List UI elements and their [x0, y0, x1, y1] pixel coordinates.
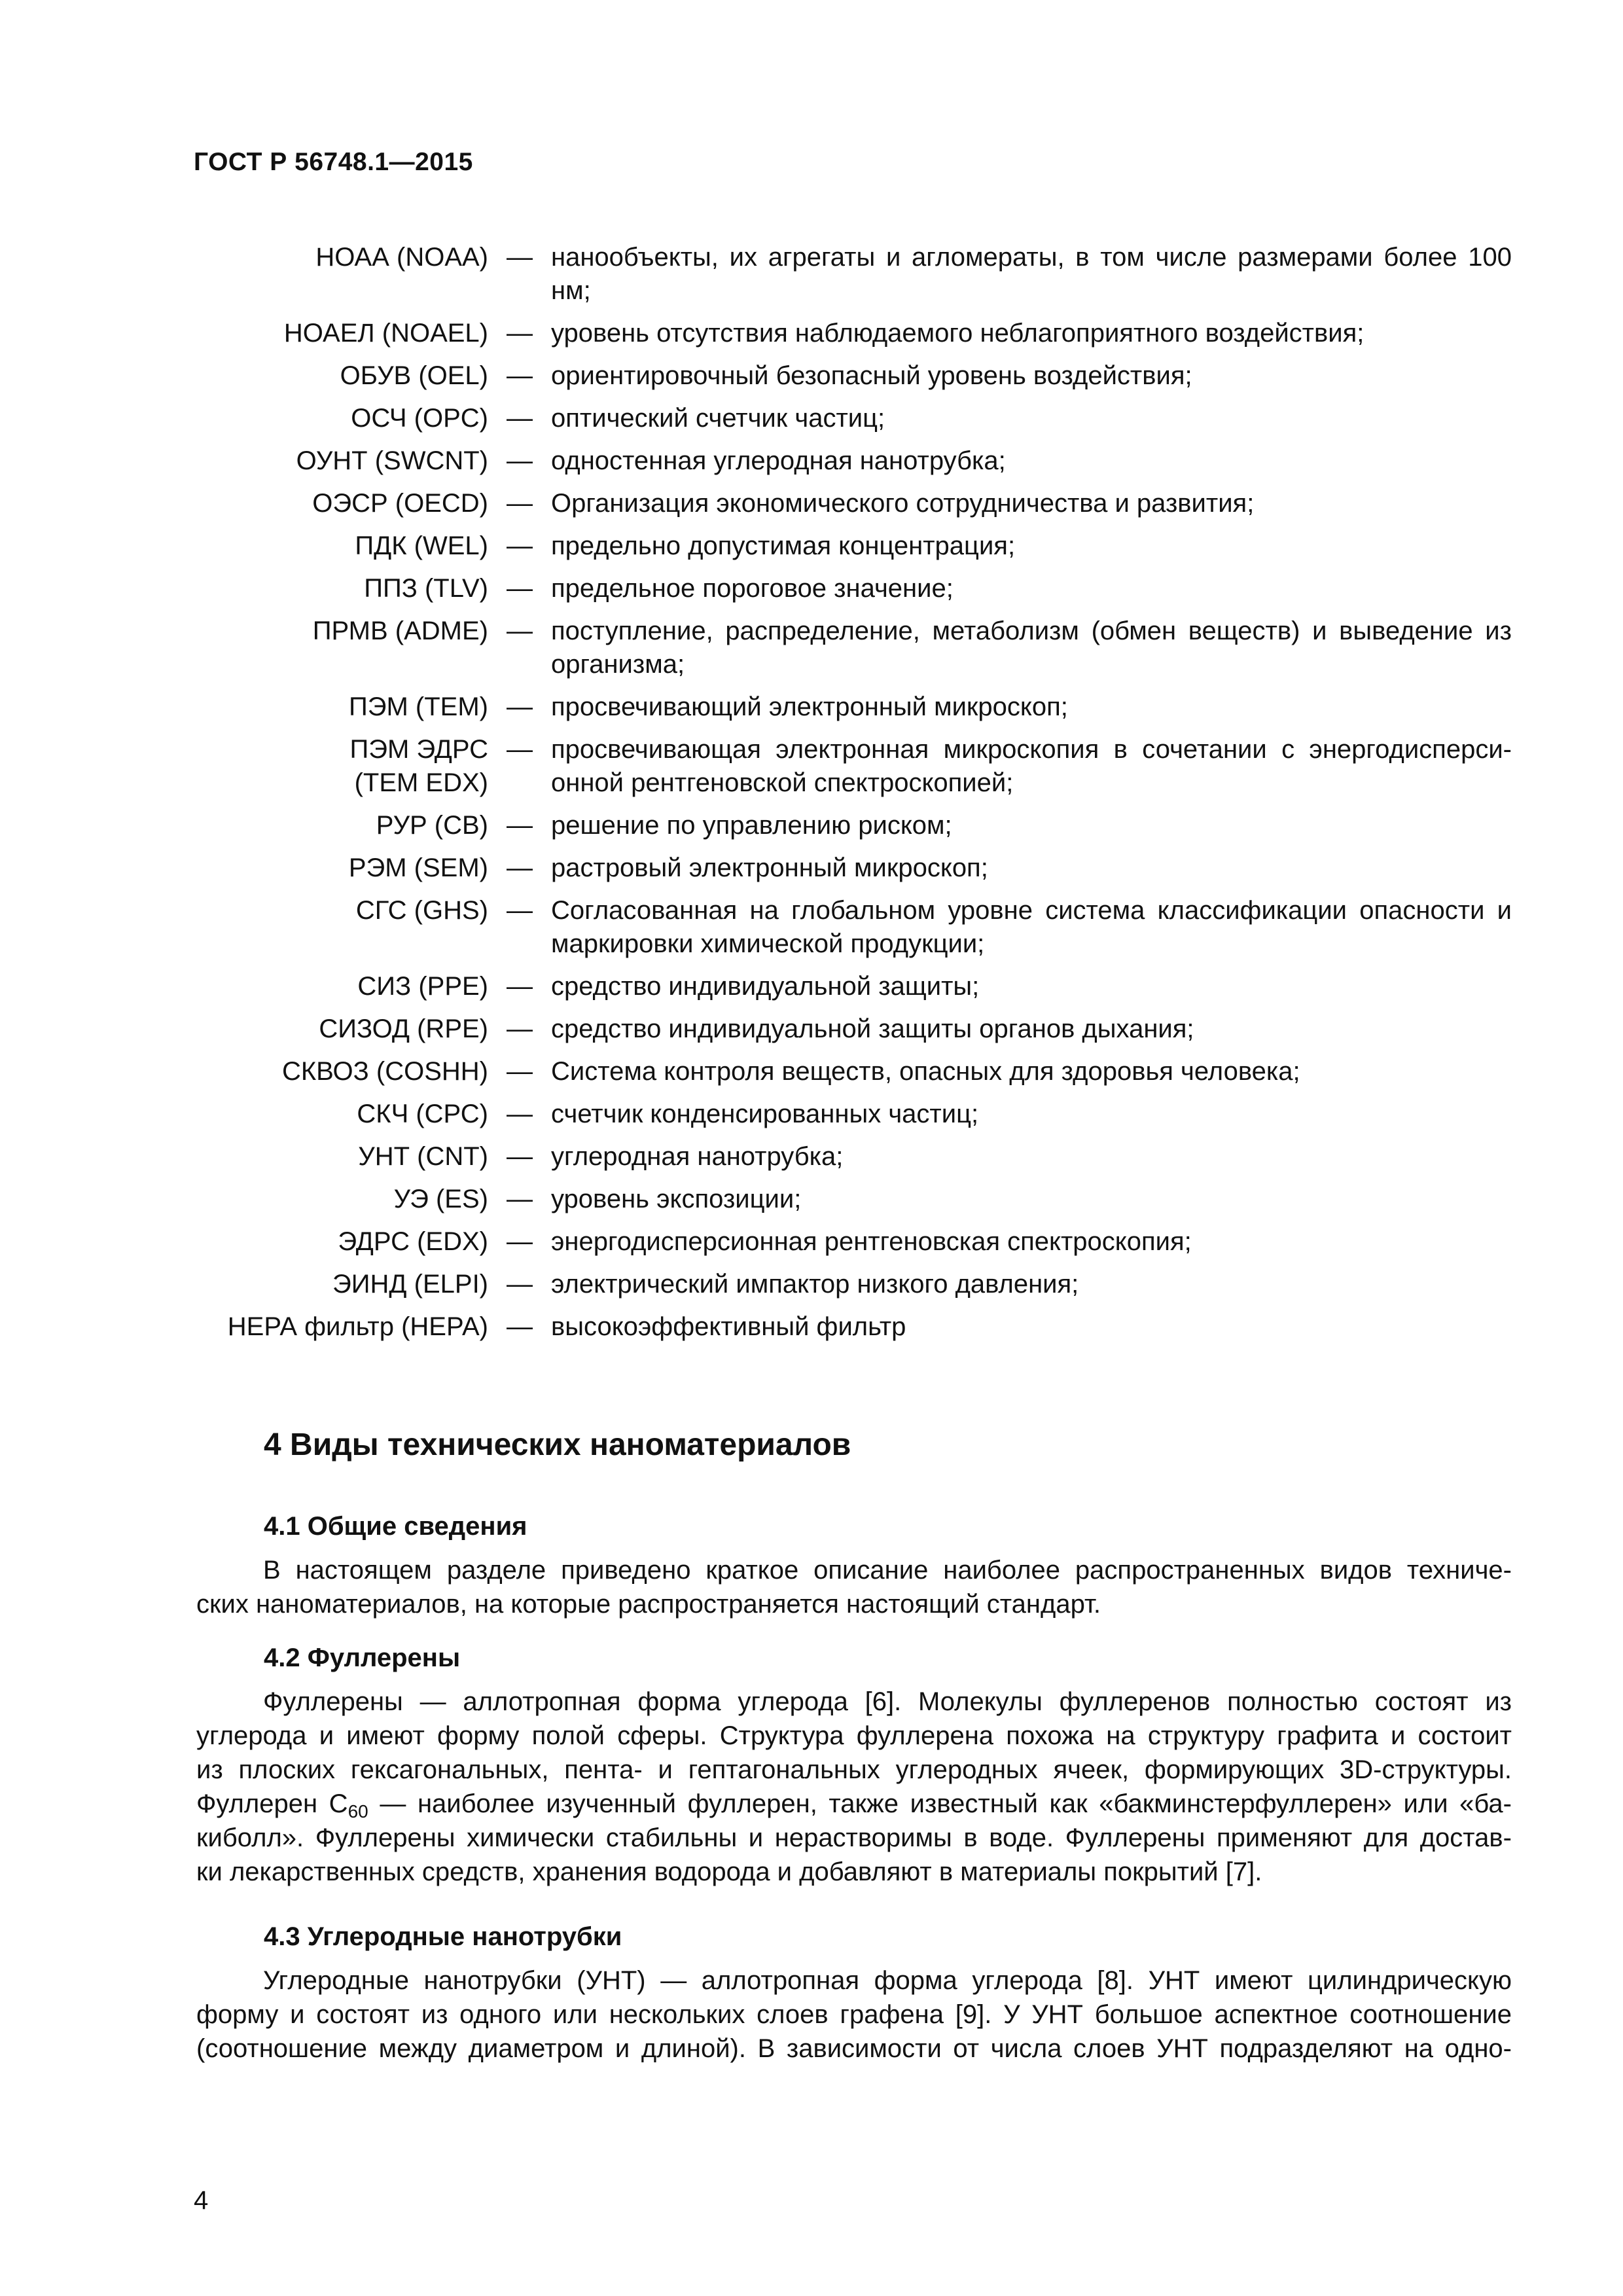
abbreviation-term: СГС (GHS) [355, 896, 488, 925]
abbreviation-dash: — [507, 243, 533, 272]
abbreviation-dash: — [507, 404, 533, 433]
c60-subscript: 60 [348, 1801, 368, 1821]
abbreviation-definition: просвечивающий электронный микроскоп; [551, 692, 1068, 721]
abbreviation-dash: — [507, 361, 533, 390]
paragraph-4-1 [196, 1553, 1512, 1621]
abbreviation-definition: уровень отсутствия наблюдаемого неблагоприятного воздействия; [551, 319, 1364, 348]
abbreviation-definition: средство индивидуальной защиты органов дыхания; [551, 1014, 1194, 1043]
abbreviation-dash: — [507, 1014, 533, 1043]
abbreviation-dash: — [507, 489, 533, 518]
abbreviation-term: ОУНТ (SWCNT) [296, 446, 488, 475]
abbreviation-row [196, 852, 1512, 885]
abbreviation-dash: — [507, 735, 533, 764]
subsection-heading-4-3: 4.3 Углеродные нанотрубки [264, 1922, 622, 1951]
paragraph-line: киболл». Фуллерены химически стабильны и нерастворимы в воде. Фуллерены применяют для достав- [196, 1823, 1512, 1852]
abbreviation-definition: поступление, распределение, метаболизм (обмен веществ) и выведение из организма; [551, 617, 1512, 679]
abbreviation-term: НОАЕЛ (NOAEL) [283, 319, 488, 348]
abbreviation-term: ПЭМ ЭДРС (TEM EDX) [349, 735, 488, 797]
abbreviation-dash: — [507, 972, 533, 1001]
abbreviation-definition: решение по управлению риском; [551, 811, 952, 840]
abbreviation-row [196, 444, 1512, 478]
paragraph-line: (соотношение между диаметром и длиной). В зависимости от числа слоев УНТ подразделяют на одно- [196, 2034, 1512, 2063]
abbreviation-dash: — [507, 1057, 533, 1086]
abbreviation-definition: одностенная углеродная нанотрубка; [551, 446, 1006, 475]
abbreviation-row [196, 572, 1512, 605]
abbreviation-definition: энергодисперсионная рентгеновская спектроскопия; [551, 1227, 1192, 1256]
abbreviation-term: УНТ (CNT) [358, 1142, 488, 1171]
abbreviation-definition: предельное пороговое значение; [551, 574, 954, 603]
abbreviation-row [196, 733, 1512, 800]
abbreviation-definition: электрический импактор низкого давления; [551, 1270, 1079, 1299]
abbreviation-term: НОАА (NOAA) [315, 243, 488, 272]
abbreviation-definition: предельно допустимая концентрация; [551, 531, 1016, 560]
abbreviation-list [196, 241, 1512, 1353]
paragraph-line: из плоских гексагональных, пента- и гептагональных углеродных ячеек, формирующих 3D-структуры. [196, 1755, 1512, 1784]
abbreviation-term: ОЭСР (OECD) [312, 489, 488, 518]
paragraph-line: Фуллерены — аллотропная форма углерода [6]. Молекулы фуллеренов полностью состоят из [263, 1687, 1512, 1716]
abbreviation-dash: — [507, 319, 533, 348]
abbreviation-definition: Система контроля веществ, опасных для здоровья человека; [551, 1057, 1300, 1086]
abbreviation-dash: — [507, 1185, 533, 1213]
abbreviation-dash: — [507, 896, 533, 925]
abbreviation-row [196, 1013, 1512, 1046]
abbreviation-definition: средство индивидуальной защиты; [551, 972, 980, 1001]
abbreviation-dash: — [507, 811, 533, 840]
abbreviation-definition: углеродная нанотрубка; [551, 1142, 844, 1171]
abbreviation-definition: нанообъекты, их агрегаты и агломераты, в том числе размерами более 100 нм; [551, 243, 1512, 305]
abbreviation-term: УЭ (ES) [393, 1185, 488, 1213]
c60-prefix: Фуллерен С [196, 1789, 348, 1818]
abbreviation-definition: просвечивающая электронная микроскопия в сочетании с энергодисперси-онной рентгеновской спектроскопией; [551, 735, 1512, 797]
abbreviation-row [196, 1140, 1512, 1174]
document-header: ГОСТ Р 56748.1—2015 [194, 148, 473, 176]
abbreviation-definition: растровый электронный микроскоп; [551, 853, 988, 882]
paragraph-line: углерода и имеют форму полой сферы. Структура фуллерена похожа на структуру графита и состоит [196, 1721, 1512, 1750]
abbreviation-term: ЭИНД (ELPI) [332, 1270, 488, 1299]
abbreviation-term: НЕРА фильтр (НЕРА) [227, 1312, 488, 1341]
abbreviation-term: РУР (СВ) [376, 811, 488, 840]
paragraph-line: форму и состоят из одного или нескольких слоев графена [9]. У УНТ большое аспектное соотношение [196, 2000, 1512, 2029]
abbreviation-row [196, 1310, 1512, 1344]
subsection-heading-4-1: 4.1 Общие сведения [264, 1512, 527, 1541]
paragraph-line: Углеродные нанотрубки (УНТ) — аллотропная форма углерода [8]. УНТ имеют цилиндрическую [263, 1966, 1512, 1995]
abbreviation-term: СКЧ (СРС) [357, 1100, 488, 1128]
abbreviation-definition: высокоэффективный фильтр [551, 1312, 906, 1341]
abbreviation-dash: — [507, 853, 533, 882]
abbreviation-dash: — [507, 446, 533, 475]
abbreviation-row [196, 1098, 1512, 1131]
abbreviation-dash: — [507, 574, 533, 603]
abbreviation-row [196, 1268, 1512, 1301]
abbreviation-row [196, 809, 1512, 842]
abbreviation-dash: — [507, 1142, 533, 1171]
subsection-heading-4-2: 4.2 Фуллерены [264, 1643, 461, 1672]
abbreviation-term: ЭДРС (EDX) [338, 1227, 488, 1256]
paragraph-4-3 [196, 1964, 1512, 2066]
abbreviation-row [196, 615, 1512, 681]
abbreviation-row [196, 317, 1512, 350]
paragraph-line: ки лекарственных средств, хранения водорода и добавляют в материалы покрытий [7]. [196, 1857, 1262, 1886]
abbreviation-row [196, 402, 1512, 435]
abbreviation-term: ПЭМ (ТЕМ) [348, 692, 488, 721]
abbreviation-definition: Согласованная на глобальном уровне система классификации опасности и маркировки химической продукции; [551, 896, 1512, 958]
abbreviation-dash: — [507, 1312, 533, 1341]
abbreviation-term: ПРМВ (ADME) [312, 617, 488, 645]
abbreviation-row [196, 241, 1512, 308]
abbreviation-term: ОБУВ (OEL) [340, 361, 488, 390]
abbreviation-row [196, 487, 1512, 520]
paragraph-line: ских наноматериалов, на которые распространяется настоящий стандарт. [196, 1590, 1101, 1619]
abbreviation-dash: — [507, 692, 533, 721]
section-heading-4: 4 Виды технических наноматериалов [264, 1427, 851, 1462]
abbreviation-definition: ориентировочный безопасный уровень воздействия; [551, 361, 1192, 390]
abbreviation-row [196, 1183, 1512, 1216]
abbreviation-row [196, 1055, 1512, 1088]
abbreviation-definition: оптический счетчик частиц; [551, 404, 885, 433]
abbreviation-definition: Организация экономического сотрудничества и развития; [551, 489, 1255, 518]
paragraph-line: В настоящем разделе приведено краткое описание наиболее распространенных видов техниче- [263, 1556, 1512, 1585]
abbreviation-row [196, 970, 1512, 1003]
abbreviation-term: СКВОЗ (COSHH) [281, 1057, 488, 1086]
abbreviation-definition: уровень экспозиции; [551, 1185, 802, 1213]
abbreviation-dash: — [507, 617, 533, 645]
abbreviation-row [196, 691, 1512, 724]
abbreviation-term: СИЗ (PPE) [357, 972, 488, 1001]
paragraph-4-2 [196, 1685, 1512, 1889]
abbreviation-definition: счетчик конденсированных частиц; [551, 1100, 979, 1128]
abbreviation-row [196, 894, 1512, 961]
c60-rest: — наиболее изученный фуллерен, также известный как «бакминстерфуллерен» или «ба- [380, 1789, 1512, 1818]
abbreviation-dash: — [507, 1100, 533, 1128]
abbreviation-row [196, 1225, 1512, 1259]
abbreviation-dash: — [507, 1227, 533, 1256]
abbreviation-row [196, 529, 1512, 563]
abbreviation-term: ОСЧ (OPC) [351, 404, 488, 433]
abbreviation-term: ПДК (WEL) [355, 531, 488, 560]
abbreviation-row [196, 359, 1512, 393]
abbreviation-term: СИЗОД (RPE) [319, 1014, 488, 1043]
abbreviation-dash: — [507, 1270, 533, 1299]
abbreviation-term: ППЗ (TLV) [364, 574, 488, 603]
abbreviation-dash: — [507, 531, 533, 560]
page-number: 4 [194, 2186, 209, 2215]
paragraph-line [196, 1787, 1512, 1821]
abbreviation-term: РЭМ (SEM) [348, 853, 488, 882]
